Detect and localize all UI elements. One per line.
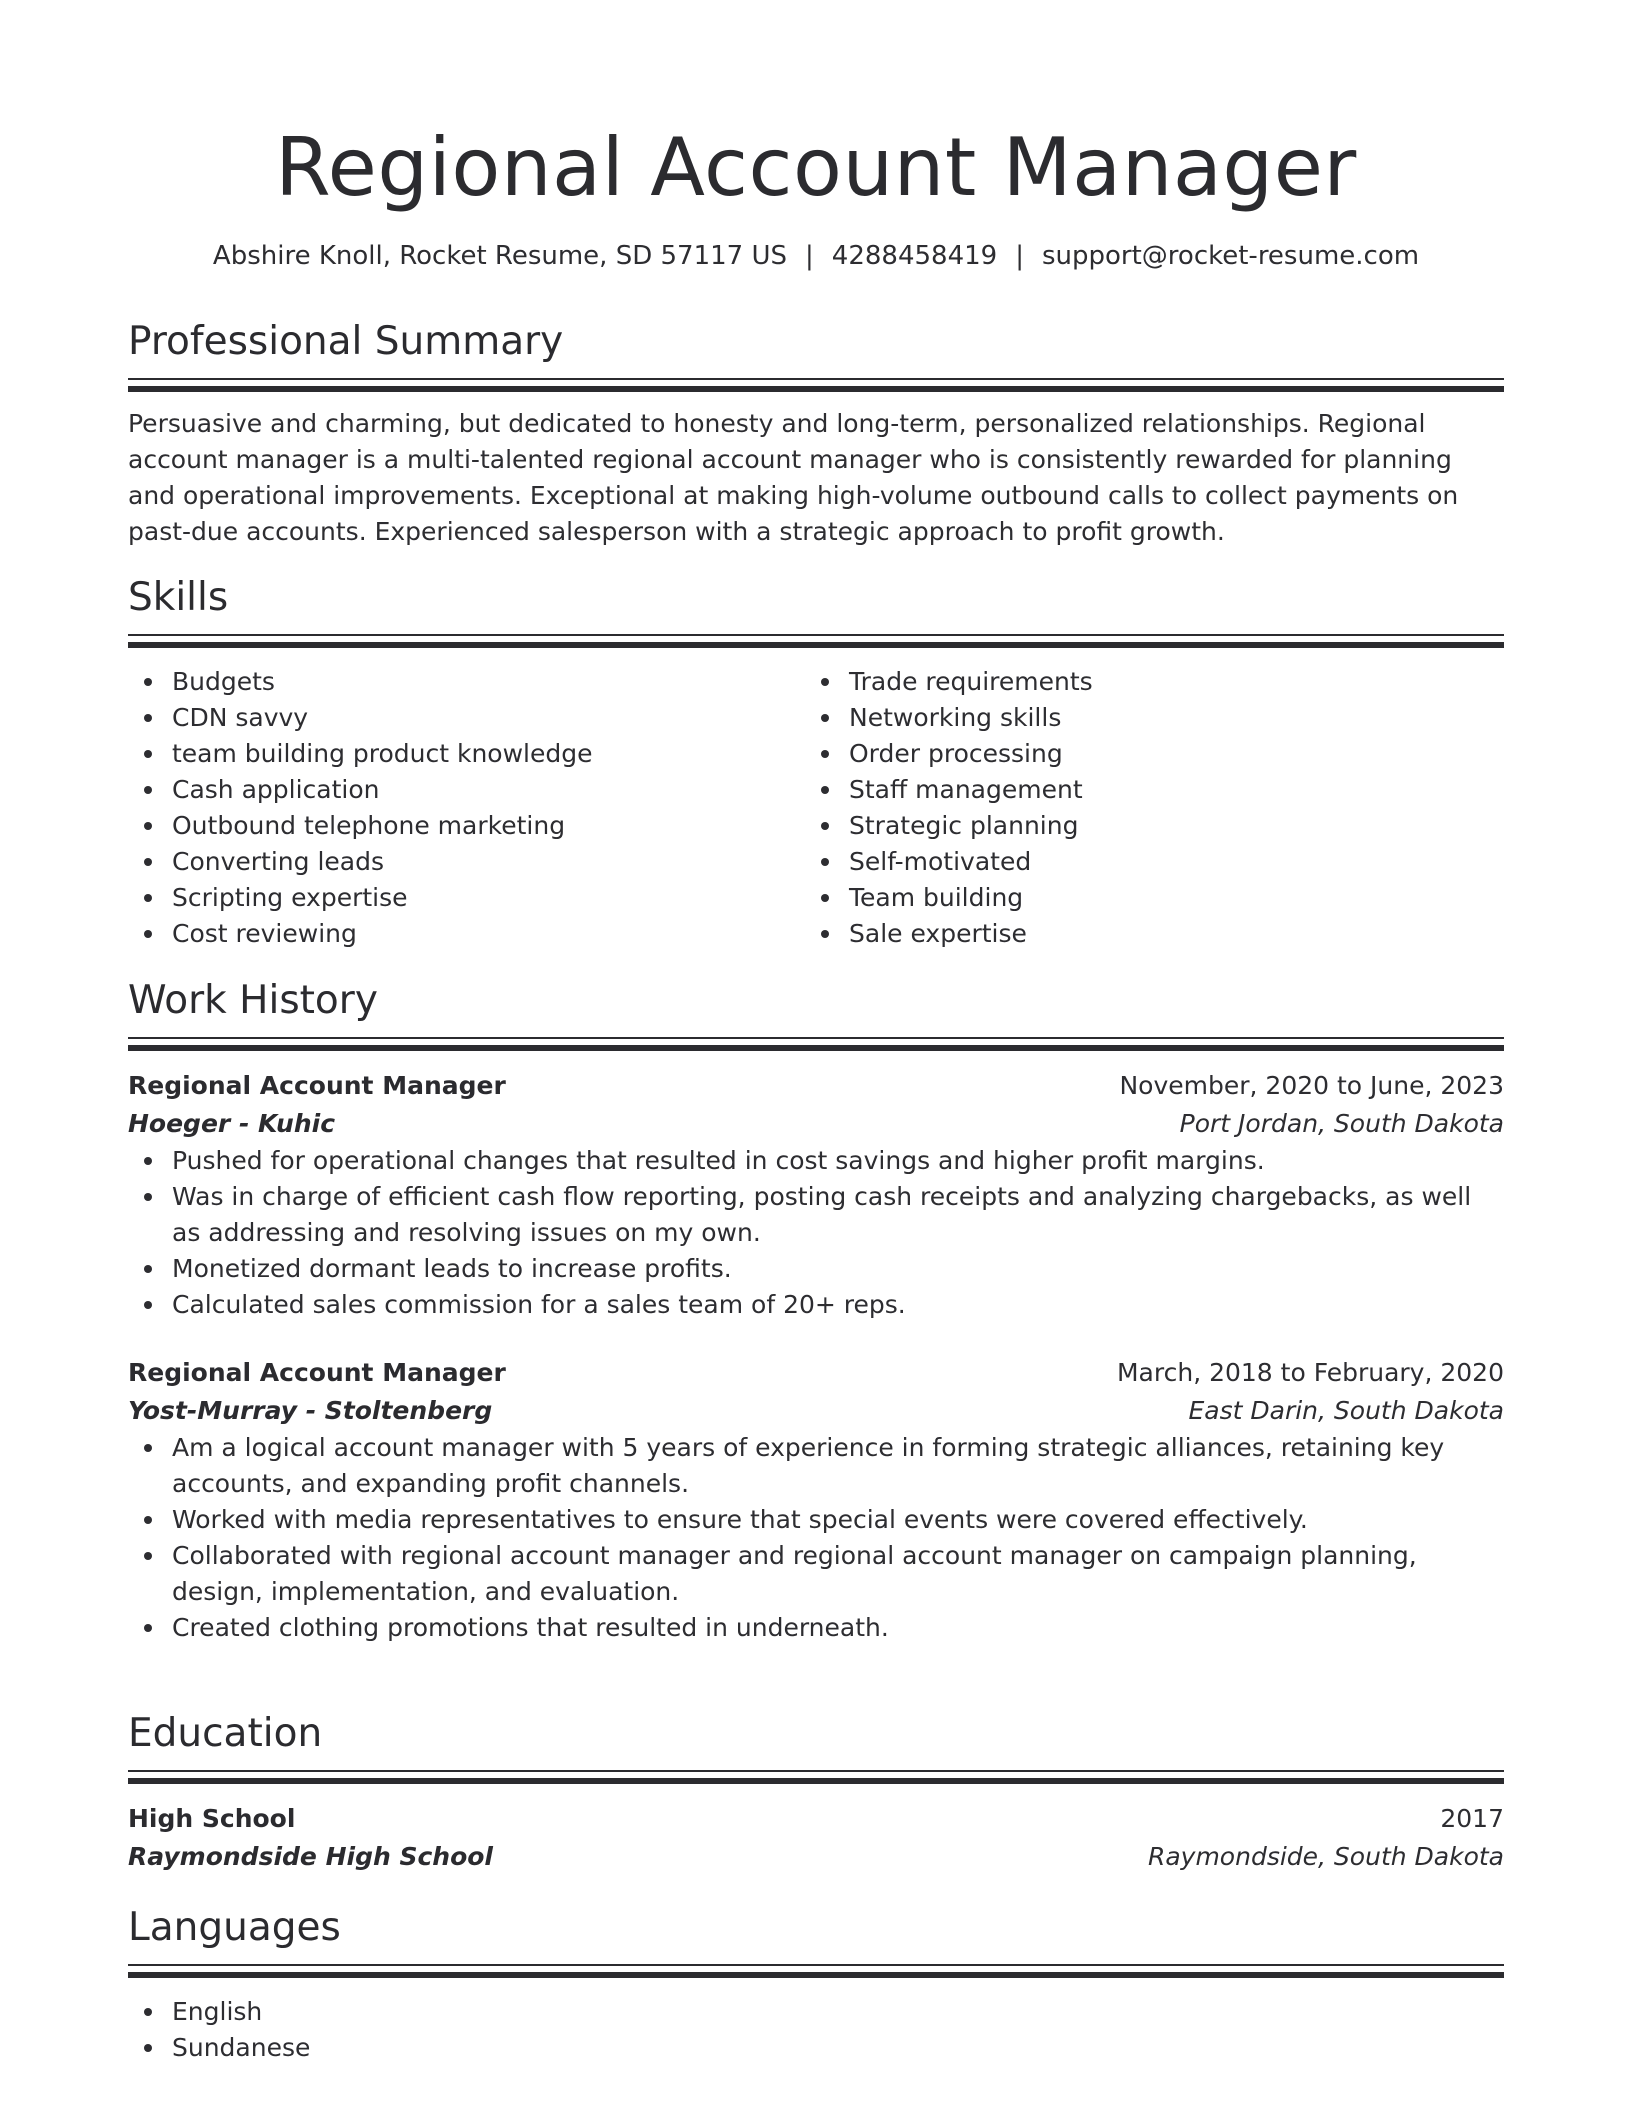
skill-item: Cost reviewing: [172, 916, 805, 952]
section-divider: [128, 634, 1504, 636]
education-entry: [128, 1800, 1504, 1876]
skill-item: Outbound telephone marketing: [172, 808, 805, 844]
skills-section: [128, 573, 1504, 952]
section-divider: [128, 378, 1504, 380]
language-item: Sundanese: [172, 2030, 1504, 2066]
education-year: 2017: [1440, 1804, 1504, 1833]
education-school: Raymondside High School: [128, 1842, 494, 1871]
section-title-work-history: Work History: [128, 978, 378, 1023]
contact-address: Abshire Knoll, Rocket Resume, SD 57117 US: [212, 241, 788, 271]
section-divider: [128, 1964, 1504, 1966]
job-subheader: [128, 1392, 1504, 1430]
job-bullet: Calculated sales commission for a sales team of 20+ reps.: [172, 1287, 1504, 1323]
skill-item: Sale expertise: [849, 916, 1438, 952]
education-location: Raymondside, South Dakota: [1147, 1842, 1504, 1871]
contact-separator: |: [1015, 241, 1024, 271]
skill-item: Self-motivated: [849, 844, 1438, 880]
languages-section: [128, 1903, 1504, 2066]
section-divider: [128, 1778, 1504, 1784]
section-title-education: Education: [128, 1711, 323, 1756]
skill-item: Budgets: [172, 664, 805, 700]
job-company: Yost-Murray - Stoltenberg: [128, 1396, 493, 1425]
section-divider: [128, 1770, 1504, 1772]
skills-list-right: [805, 664, 1438, 952]
job-company: Hoeger - Kuhic: [128, 1109, 336, 1138]
skill-item: CDN savvy: [172, 700, 805, 736]
job-location: East Darin, South Dakota: [1188, 1396, 1504, 1425]
summary-section: [128, 317, 1504, 550]
skill-item: Team building: [849, 880, 1438, 916]
job-bullet: Worked with media representatives to ensure that special events were covered effectively.: [172, 1502, 1504, 1538]
contact-email: support@rocket-resume.com: [1041, 241, 1420, 271]
job-title: Regional Account Manager: [128, 1071, 506, 1100]
contact-separator: |: [805, 241, 814, 271]
languages-list: [128, 1994, 1504, 2066]
section-title-skills: Skills: [128, 575, 229, 620]
job-subheader: [128, 1105, 1504, 1143]
skill-item: Converting leads: [172, 844, 805, 880]
job-bullet: Monetized dormant leads to increase profits.: [172, 1251, 1504, 1287]
job-location: Port Jordan, South Dakota: [1179, 1109, 1504, 1138]
section-divider: [128, 1045, 1504, 1051]
job-title: Regional Account Manager: [128, 1358, 506, 1387]
job-bullet: Pushed for operational changes that resulted in cost savings and higher profit margins.: [172, 1143, 1504, 1179]
section-title-summary: Professional Summary: [128, 319, 564, 364]
job-bullet: Collaborated with regional account manager and regional account manager on campaign planning, design, implementation, and evaluation.: [172, 1538, 1504, 1610]
job-bullet: Was in charge of efficient cash flow reporting, posting cash receipts and analyzing chargebacks, as well as addressing and resolving issues on my own.: [172, 1179, 1504, 1251]
job-dates: November, 2020 to June, 2023: [1119, 1071, 1504, 1100]
education-subheader: [128, 1838, 1504, 1876]
skill-item: Staff management: [849, 772, 1438, 808]
job-bullet-list: [128, 1143, 1504, 1323]
skill-item: Cash application: [172, 772, 805, 808]
education-section: [128, 1709, 1504, 1876]
skill-item: Order processing: [849, 736, 1438, 772]
skills-columns: [128, 664, 1504, 952]
language-item: English: [172, 1994, 1504, 2030]
summary-text: Persuasive and charming, but dedicated to honesty and long-term, personalized relationships. Regional account manager is a multi-talented regional account manager who is consistently rewarded for planning and operational improvements. Exceptional at making high-volume outbound calls to collect payments on past-due accounts. Experienced salesperson with a strategic approach to profit growth.: [128, 409, 1459, 546]
job-bullet-list: [128, 1430, 1504, 1646]
education-header: [128, 1800, 1504, 1838]
skill-item: Strategic planning: [849, 808, 1438, 844]
skill-item: team building product knowledge: [172, 736, 805, 772]
job-bullet: Am a logical account manager with 5 years of experience in forming strategic alliances, retaining key accounts, and expanding profit channels.: [172, 1430, 1504, 1502]
job-dates: March, 2018 to February, 2020: [1116, 1358, 1504, 1387]
job-header: [128, 1354, 1504, 1392]
skills-list-left: [128, 664, 805, 952]
job-header: [128, 1067, 1504, 1105]
work-history-section: [128, 976, 1504, 1646]
skill-item: Networking skills: [849, 700, 1438, 736]
resume-name: Regional Account Manager: [275, 121, 1357, 214]
job-entry: [128, 1067, 1504, 1323]
skill-item: Trade requirements: [849, 664, 1438, 700]
section-divider: [128, 1037, 1504, 1039]
section-title-languages: Languages: [128, 1905, 341, 1950]
skill-item: Scripting expertise: [172, 880, 805, 916]
section-divider: [128, 1972, 1504, 1978]
job-bullet: Created clothing promotions that resulted in underneath.: [172, 1610, 1504, 1646]
section-divider: [128, 642, 1504, 648]
contact-line: [128, 238, 1504, 274]
contact-phone: 4288458419: [831, 241, 998, 271]
section-divider: [128, 386, 1504, 392]
job-entry: [128, 1354, 1504, 1646]
education-degree: High School: [128, 1804, 296, 1833]
